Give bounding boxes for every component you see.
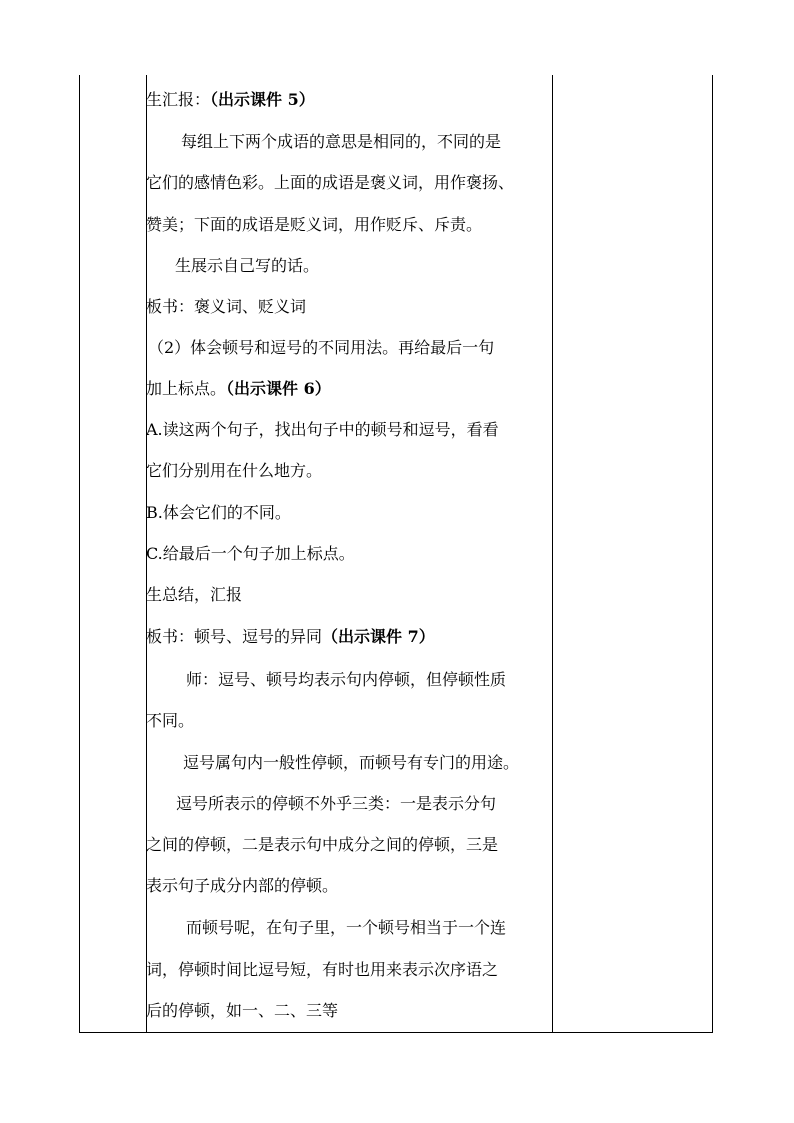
- line-text: 逗号所表示的停顿不外乎三类：一是表示分句: [176, 794, 497, 813]
- line-text: 生汇报：: [146, 90, 211, 109]
- text-line: [146, 90, 315, 110]
- lesson-content-cell: [146, 75, 552, 1033]
- line-text: 加上标点。: [146, 379, 227, 398]
- text-line: [148, 338, 494, 358]
- courseware-note: （出示课件 7）: [322, 627, 435, 646]
- line-text: 板书：褒义词、贬义词: [146, 297, 307, 316]
- line-text: 赞美；下面的成语是贬义词，用作贬斥、斥责。: [146, 215, 483, 234]
- line-text: 每组上下两个成语的意思是相同的，不同的是: [181, 132, 502, 151]
- line-text: 不同。: [146, 711, 195, 730]
- text-line: [146, 585, 242, 605]
- text-line: [146, 627, 435, 647]
- line-text: 表示句子成分内部的停顿。: [146, 876, 339, 895]
- text-line: [146, 835, 498, 855]
- line-text: 它们分别用在什么地方。: [146, 461, 323, 480]
- line-text: 之间的停顿，二是表示句中成分之间的停顿，三是: [146, 835, 499, 854]
- text-line: [175, 256, 319, 276]
- text-line: [183, 753, 519, 773]
- text-line: [146, 379, 331, 399]
- text-line: [146, 544, 355, 564]
- line-text: 它们的感情色彩。上面的成语是褒义词，用作褒扬、: [146, 173, 515, 192]
- text-line: [176, 794, 496, 814]
- courseware-note: （出示课件 5）: [210, 90, 315, 109]
- text-line: [146, 420, 499, 440]
- line-text: 逗号属句内一般性停顿，而顿号有专门的用途。: [183, 753, 520, 772]
- text-line: [146, 461, 322, 481]
- text-line: [146, 711, 194, 731]
- text-line: [146, 1001, 338, 1021]
- line-text: C.给最后一个句子加上标点。: [146, 544, 355, 563]
- line-text: （2）体会顿号和逗号的不同用法。再给最后一句: [148, 338, 495, 357]
- courseware-note: （出示课件 6）: [226, 379, 331, 398]
- text-line: [146, 960, 498, 980]
- line-text: 后的停顿，如一、二、三等: [146, 1001, 339, 1020]
- text-line: [181, 132, 501, 152]
- line-text: 生总结，汇报: [146, 585, 243, 604]
- line-text: A.读这两个句子，找出句子中的顿号和逗号，看看: [146, 420, 499, 439]
- line-text: 生展示自己写的话。: [175, 256, 320, 275]
- text-line: [146, 876, 338, 896]
- text-line: [146, 503, 291, 523]
- line-text: 师：逗号、顿号均表示句内停顿，但停顿性质: [186, 670, 507, 689]
- text-line: [146, 297, 306, 317]
- line-text: B.体会它们的不同。: [146, 503, 291, 522]
- column-divider-right: [552, 75, 553, 1032]
- line-text: 词，停顿时间比逗号短，有时也用来表示次序语之: [146, 960, 499, 979]
- text-line: [146, 173, 514, 193]
- text-line: [146, 215, 482, 235]
- text-line: [186, 918, 506, 938]
- line-text: 板书：顿号、逗号的异同: [146, 627, 323, 646]
- text-line: [186, 670, 506, 690]
- line-text: 而顿号呢，在句子里，一个顿号相当于一个连: [186, 918, 507, 937]
